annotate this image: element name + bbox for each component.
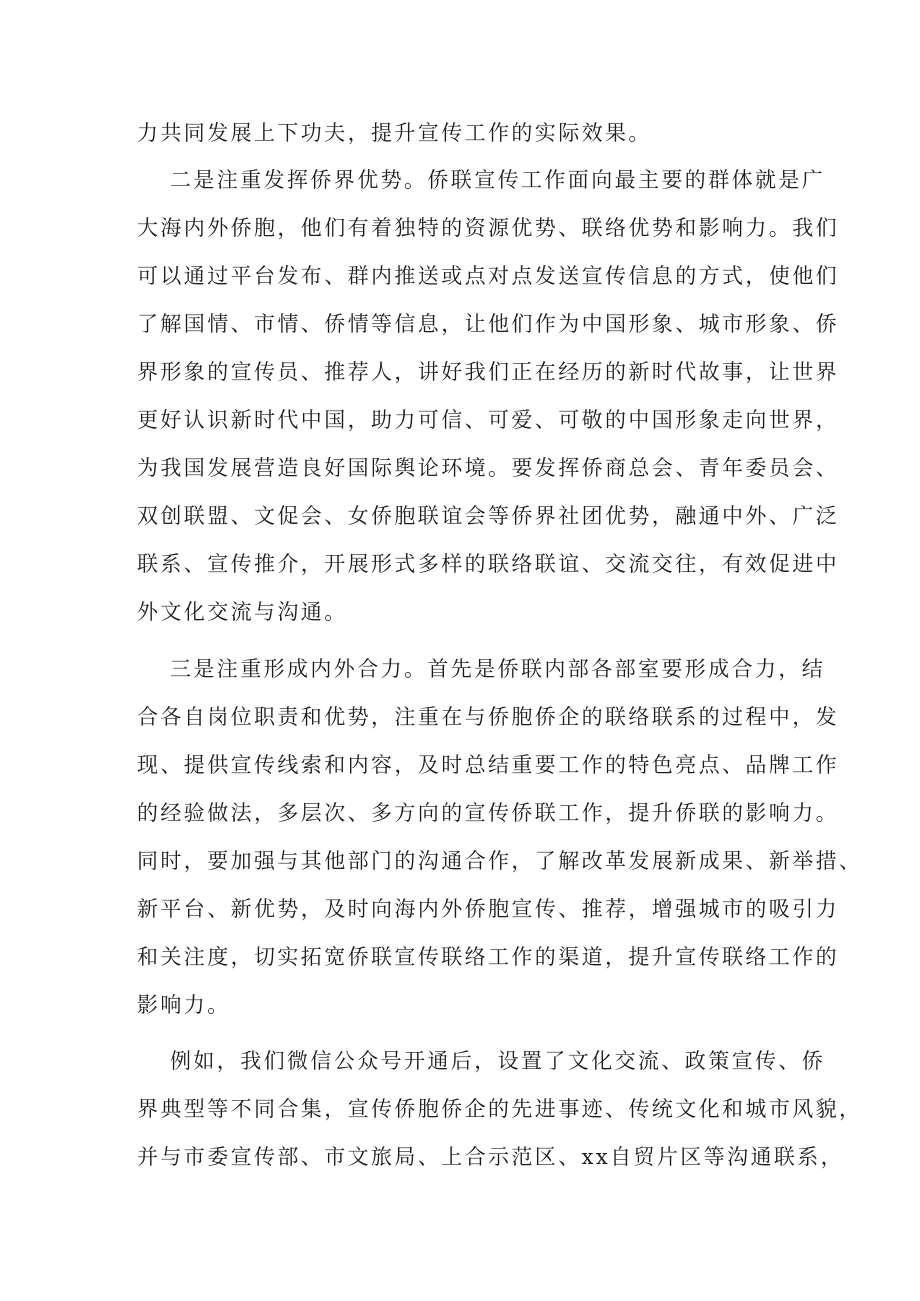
text-line: 影响力。 — [137, 993, 231, 1017]
text-line: 现、提供宣传线索和内容，及时总结重要工作的特色亮点、品牌工作 — [137, 753, 839, 777]
text-line: 力共同发展上下功夫，提升宣传工作的实际效果。 — [137, 121, 652, 145]
paragraph-start-line: 二是注重发挥侨界优势。侨联宣传工作面向最主要的群体就是广 — [170, 168, 826, 192]
text-line: 了解国情、市情、侨情等信息，让他们作为中国形象、城市形象、侨 — [137, 312, 839, 336]
paragraph-start-line: 例如，我们微信公众号开通后，设置了文化交流、政策宣传、侨 — [170, 1049, 826, 1073]
text-line: 为我国发展营造良好国际舆论环境。要发挥侨商总会、青年委员会、 — [137, 456, 839, 480]
text-line: 和关注度，切实拓宽侨联宣传联络工作的渠道，提升宣传联络工作的 — [137, 945, 839, 969]
text-line: 界典型等不同合集，宣传侨胞侨企的先进事迹、传统文化和城市风貌， — [137, 1097, 863, 1121]
paragraph-start-line: 三是注重形成内外合力。首先是侨联内部各部室要形成合力，结 — [170, 657, 826, 681]
text-line: 界形象的宣传员、推荐人，讲好我们正在经历的新时代故事，让世界 — [137, 360, 839, 384]
text-line: 外文化交流与沟通。 — [137, 600, 348, 624]
text-line: 同时，要加强与其他部门的沟通合作，了解改革发展新成果、新举措、 — [137, 849, 863, 873]
text-line: 联系、宣传推介，开展形式多样的联络联谊、交流交往，有效促进中 — [137, 552, 839, 576]
text-line: 双创联盟、文促会、女侨胞联谊会等侨界社团优势，融通中外、广泛 — [137, 504, 839, 528]
text-line: 的经验做法，多层次、多方向的宣传侨联工作，提升侨联的影响力。 — [137, 801, 839, 825]
text-line: 更好认识新时代中国，助力可信、可爱、可敬的中国形象走向世界， — [137, 408, 839, 432]
text-line: 可以通过平台发布、群内推送或点对点发送宣传信息的方式，使他们 — [137, 264, 839, 288]
text-line: 合各自岗位职责和优势，注重在与侨胞侨企的联络联系的过程中，发 — [137, 705, 839, 729]
text-line: 新平台、新优势，及时向海内外侨胞宣传、推荐，增强城市的吸引力 — [137, 897, 839, 921]
text-line: 大海内外侨胞，他们有着独特的资源优势、联络优势和影响力。我们 — [137, 216, 839, 240]
text-line: 并与市委宣传部、市文旅局、上合示范区、xx自贸片区等沟通联系， — [137, 1145, 845, 1169]
